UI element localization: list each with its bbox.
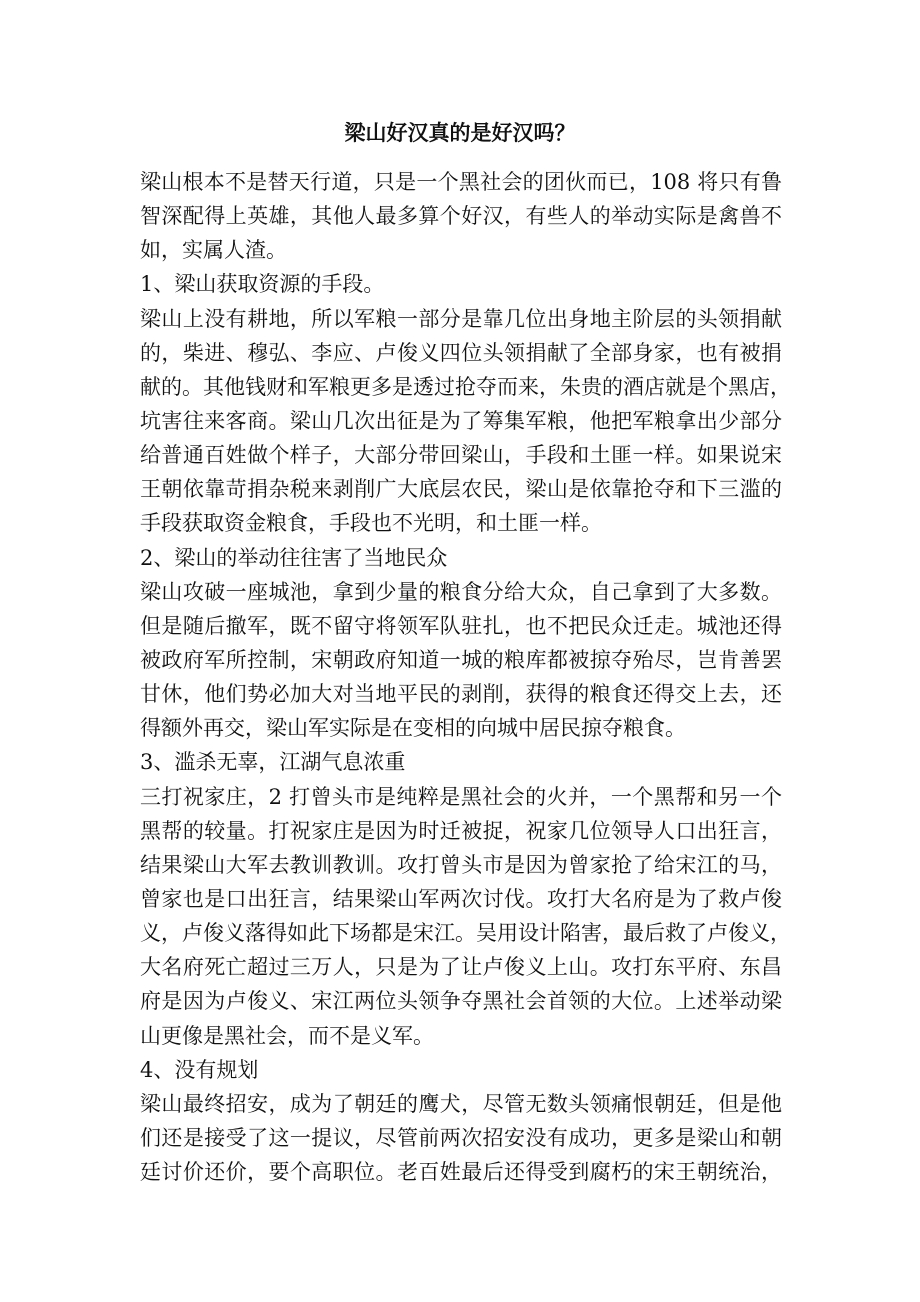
text-line: 们还是接受了这一提议，尽管前两次招安没有成功，更多是梁山和朝 [140,1125,782,1150]
text-line: 手段获取资金粮食，手段也不光明，和土匪一样。 [140,511,602,536]
section-heading [140,267,782,301]
text-line: 王朝依靠苛捐杂税来剥削广大底层农民，梁山是依靠抢夺和下三滥的 [140,477,782,502]
document-body [140,165,791,1189]
text-line: 大名府死亡超过三万人，只是为了让卢俊义上山。攻打东平府、东昌 [140,955,782,980]
paragraph [140,1087,782,1189]
text-line: 山更像是黑社会，而不是义军。 [140,1023,434,1048]
text-line: 2、梁山的举动往往害了当地民众 [140,545,448,570]
paragraph [140,165,782,267]
text-line: 曾家也是口出狂言，结果梁山军两次讨伐。攻打大名府是为了救卢俊 [140,886,782,911]
text-line: 如，实属人渣。 [140,238,287,263]
text-line: 黑帮的较量。打祝家庄是因为时迁被捉，祝家几位领导人口出狂言， [140,818,782,843]
text-line: 义，卢俊义落得如此下场都是宋江。吴用设计陷害，最后救了卢俊义， [140,921,791,946]
text-line: 府是因为卢俊义、宋江两位头领争夺黑社会首领的大位。上述举动梁 [140,989,782,1014]
text-line: 甘休，他们势必加大对当地平民的剥削，获得的粮食还得交上去，还 [140,682,782,707]
text-line: 4、没有规划 [140,1057,259,1082]
section-heading [140,541,782,575]
text-line: 献的。其他钱财和军粮更多是透过抢夺而来，朱贵的酒店就是个黑店， [140,374,791,399]
text-line: 给普通百姓做个样子，大部分带回梁山，手段和土匪一样。如果说宋 [140,443,782,468]
text-line: 但是随后撤军，既不留守将领军队驻扎，也不把民众迁走。城池还得 [140,613,782,638]
text-line: 结果梁山大军去教训教训。攻打曾头市是因为曾家抢了给宋江的马， [140,852,782,877]
text-line: 三打祝家庄，2 打曾头市是纯粹是黑社会的火并，一个黑帮和另一个 [140,784,782,809]
text-line: 梁山上没有耕地，所以军粮一部分是靠几位出身地主阶层的头领捐献 [140,306,782,331]
text-line: 梁山根本不是替天行道，只是一个黑社会的团伙而已，108 将只有鲁 [140,170,782,194]
text-line: 1、梁山获取资源的手段。 [140,272,385,297]
text-line: 梁山最终招安，成为了朝廷的鹰犬，尽管无数头领痛恨朝廷，但是他 [140,1091,782,1116]
document-title: 梁山好汉真的是好汉吗？ [344,120,576,145]
text-line: 3、滥杀无辜，江湖气息浓重 [140,750,406,775]
paragraph [140,302,791,541]
paragraph [140,575,782,746]
text-line: 的，柴进、穆弘、李应、卢俊义四位头领捐献了全部身家，也有被捐 [140,340,782,365]
text-line: 廷讨价还价，要个高职位。老百姓最后还得受到腐朽的宋王朝统治， [140,1160,782,1185]
text-line: 被政府军所控制，宋朝政府知道一城的粮库都被掠夺殆尽，岂肯善罢 [140,647,782,672]
section-heading [140,745,782,779]
text-line: 梁山攻破一座城池，拿到少量的粮食分给大众，自己拿到了大多数。 [140,579,782,604]
text-line: 智深配得上英雄，其他人最多算个好汉，有些人的举动实际是禽兽不 [140,204,782,229]
text-line: 得额外再交，梁山军实际是在变相的向城中居民掠夺粮食。 [140,716,686,741]
text-line: 坑害往来客商。梁山几次出征是为了筹集军粮，他把军粮拿出少部分 [140,408,782,433]
section-heading [140,1053,782,1087]
paragraph [140,780,791,1053]
